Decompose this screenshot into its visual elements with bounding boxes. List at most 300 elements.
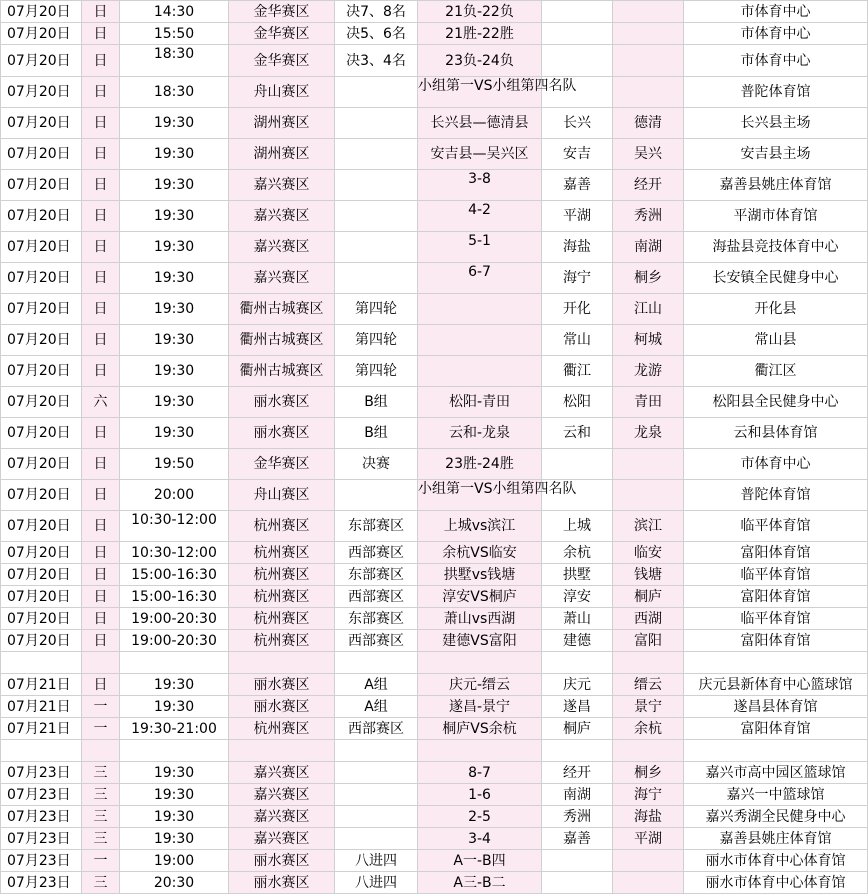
weekday-cell: 一 — [82, 696, 120, 718]
table-row — [1, 387, 868, 418]
time-cell: 18:30 — [120, 45, 229, 77]
division-cell: 丽水赛区 — [229, 872, 335, 894]
away-team-cell: 滨江 — [613, 511, 684, 542]
time-cell: 19:30 — [120, 828, 229, 850]
date-cell: 07月20日 — [1, 418, 82, 449]
matchup-cell: 1-6 — [418, 784, 542, 806]
table-row — [1, 449, 868, 480]
venue-cell: 富阳体育馆 — [684, 630, 868, 652]
date-cell: 07月20日 — [1, 263, 82, 294]
away-team-cell: 青田 — [613, 387, 684, 418]
home-team-cell: 云和 — [542, 418, 613, 449]
date-cell: 07月20日 — [1, 232, 82, 263]
date-cell: 07月20日 — [1, 564, 82, 586]
date-cell: 07月20日 — [1, 294, 82, 325]
away-team-cell — [613, 480, 684, 511]
away-team-cell: 海盐 — [613, 806, 684, 828]
time-cell: 19:30 — [120, 108, 229, 139]
away-team-cell — [613, 449, 684, 480]
round-cell — [335, 784, 418, 806]
home-team-cell: 平湖 — [542, 201, 613, 232]
away-team-cell: 钱塘 — [613, 564, 684, 586]
venue-cell: 松阳县全民健身中心 — [684, 387, 868, 418]
home-team-cell: 遂昌 — [542, 696, 613, 718]
round-cell: 决3、4名 — [335, 45, 418, 77]
date-cell: 07月20日 — [1, 23, 82, 45]
table-row — [1, 542, 868, 564]
time-cell: 19:50 — [120, 449, 229, 480]
venue-cell: 富阳体育馆 — [684, 718, 868, 740]
division-cell: 嘉兴赛区 — [229, 170, 335, 201]
table-row — [1, 718, 868, 740]
weekday-cell: 日 — [82, 630, 120, 652]
division-cell: 丽水赛区 — [229, 696, 335, 718]
date-cell: 07月20日 — [1, 356, 82, 387]
matchup-cell: 8-7 — [418, 762, 542, 784]
date-cell: 07月20日 — [1, 45, 82, 77]
time-cell: 19:30 — [120, 696, 229, 718]
matchup-cell: 萧山vs西湖 — [418, 608, 542, 630]
home-team-cell: 萧山 — [542, 608, 613, 630]
away-team-cell: 海宁 — [613, 784, 684, 806]
division-cell: 嘉兴赛区 — [229, 784, 335, 806]
matchup-cell: 小组第一VS小组第四名队 — [418, 77, 542, 108]
time-cell: 20:00 — [120, 480, 229, 511]
round-cell — [335, 740, 418, 762]
venue-cell: 富阳体育馆 — [684, 542, 868, 564]
date-cell: 07月20日 — [1, 139, 82, 170]
away-team-cell: 平湖 — [613, 828, 684, 850]
time-cell: 15:00-16:30 — [120, 586, 229, 608]
venue-cell: 安吉县主场 — [684, 139, 868, 170]
round-cell: 八进四 — [335, 850, 418, 872]
weekday-cell: 一 — [82, 850, 120, 872]
home-team-cell: 海宁 — [542, 263, 613, 294]
venue-cell: 市体育中心 — [684, 1, 868, 23]
time-cell: 19:30 — [120, 762, 229, 784]
away-team-cell: 秀洲 — [613, 201, 684, 232]
venue-cell: 平湖市体育馆 — [684, 201, 868, 232]
venue-cell: 丽水市体育中心体育馆 — [684, 872, 868, 894]
home-team-cell — [542, 23, 613, 45]
date-cell: 07月20日 — [1, 511, 82, 542]
table-row — [1, 418, 868, 449]
home-team-cell: 余杭 — [542, 542, 613, 564]
round-cell: A组 — [335, 696, 418, 718]
division-cell: 丽水赛区 — [229, 387, 335, 418]
weekday-cell: 日 — [82, 418, 120, 449]
weekday-cell: 日 — [82, 77, 120, 108]
matchup-cell: 3-4 — [418, 828, 542, 850]
round-cell: 八进四 — [335, 872, 418, 894]
home-team-cell: 开化 — [542, 294, 613, 325]
time-cell: 10:30-12:00 — [120, 511, 229, 542]
matchup-cell — [418, 325, 542, 356]
time-cell: 14:30 — [120, 1, 229, 23]
time-cell: 19:00 — [120, 850, 229, 872]
division-cell: 杭州赛区 — [229, 630, 335, 652]
division-cell: 杭州赛区 — [229, 564, 335, 586]
division-cell: 杭州赛区 — [229, 542, 335, 564]
date-cell: 07月21日 — [1, 674, 82, 696]
round-cell — [335, 139, 418, 170]
weekday-cell: 三 — [82, 828, 120, 850]
time-cell: 19:30-21:00 — [120, 718, 229, 740]
away-team-cell: 余杭 — [613, 718, 684, 740]
venue-cell: 长安镇全民健身中心 — [684, 263, 868, 294]
table-row — [1, 850, 868, 872]
venue-cell: 海盐县竞技体育中心 — [684, 232, 868, 263]
matchup-cell: 4-2 — [418, 201, 542, 232]
home-team-cell: 松阳 — [542, 387, 613, 418]
table-row — [1, 77, 868, 108]
date-cell: 07月20日 — [1, 542, 82, 564]
division-cell: 金华赛区 — [229, 23, 335, 45]
away-team-cell: 景宁 — [613, 696, 684, 718]
division-cell: 金华赛区 — [229, 45, 335, 77]
time-cell: 15:00-16:30 — [120, 564, 229, 586]
away-team-cell — [613, 1, 684, 23]
matchup-cell: 23胜-24胜 — [418, 449, 542, 480]
away-team-cell: 西湖 — [613, 608, 684, 630]
venue-cell: 衢江区 — [684, 356, 868, 387]
table-row — [1, 828, 868, 850]
time-cell: 19:30 — [120, 356, 229, 387]
home-team-cell — [542, 740, 613, 762]
table-row — [1, 784, 868, 806]
table-row — [1, 108, 868, 139]
weekday-cell: 日 — [82, 23, 120, 45]
matchup-cell: A三-B二 — [418, 872, 542, 894]
round-cell: 东部赛区 — [335, 564, 418, 586]
time-cell: 19:30 — [120, 263, 229, 294]
venue-cell: 丽水市体育中心体育馆 — [684, 850, 868, 872]
round-cell: B组 — [335, 387, 418, 418]
home-team-cell — [542, 850, 613, 872]
venue-cell — [684, 652, 868, 674]
division-cell: 金华赛区 — [229, 1, 335, 23]
round-cell: 西部赛区 — [335, 718, 418, 740]
date-cell: 07月20日 — [1, 586, 82, 608]
weekday-cell: 日 — [82, 480, 120, 511]
matchup-cell: 5-1 — [418, 232, 542, 263]
weekday-cell: 日 — [82, 586, 120, 608]
matchup-cell — [418, 294, 542, 325]
table-row — [1, 263, 868, 294]
division-cell: 丽水赛区 — [229, 418, 335, 449]
time-cell: 19:30 — [120, 294, 229, 325]
away-team-cell — [613, 652, 684, 674]
matchup-cell: 2-5 — [418, 806, 542, 828]
division-cell: 嘉兴赛区 — [229, 232, 335, 263]
venue-cell: 嘉兴秀湖全民健身中心 — [684, 806, 868, 828]
table-row — [1, 762, 868, 784]
round-cell: A组 — [335, 674, 418, 696]
table-row — [1, 608, 868, 630]
division-cell: 杭州赛区 — [229, 586, 335, 608]
venue-cell: 市体育中心 — [684, 23, 868, 45]
time-cell: 19:30 — [120, 170, 229, 201]
home-team-cell: 常山 — [542, 325, 613, 356]
home-team-cell: 建德 — [542, 630, 613, 652]
time-cell — [120, 740, 229, 762]
division-cell: 嘉兴赛区 — [229, 806, 335, 828]
division-cell: 嘉兴赛区 — [229, 201, 335, 232]
weekday-cell: 三 — [82, 872, 120, 894]
time-cell: 15:50 — [120, 23, 229, 45]
matchup-cell: 上城vs滨江 — [418, 511, 542, 542]
date-cell: 07月23日 — [1, 784, 82, 806]
home-team-cell: 经开 — [542, 762, 613, 784]
table-row — [1, 696, 868, 718]
home-team-cell: 海盐 — [542, 232, 613, 263]
home-team-cell: 安吉 — [542, 139, 613, 170]
table-row — [1, 806, 868, 828]
weekday-cell — [82, 740, 120, 762]
weekday-cell: 三 — [82, 762, 120, 784]
round-cell: 西部赛区 — [335, 586, 418, 608]
venue-cell: 嘉善县姚庄体育馆 — [684, 828, 868, 850]
weekday-cell: 日 — [82, 170, 120, 201]
table-row — [1, 201, 868, 232]
division-cell: 杭州赛区 — [229, 718, 335, 740]
matchup-cell: 23负-24负 — [418, 45, 542, 77]
matchup-cell — [418, 740, 542, 762]
division-cell: 衢州古城赛区 — [229, 356, 335, 387]
away-team-cell: 南湖 — [613, 232, 684, 263]
venue-cell — [684, 740, 868, 762]
weekday-cell: 日 — [82, 449, 120, 480]
matchup-cell: 长兴县—德清县 — [418, 108, 542, 139]
date-cell: 07月20日 — [1, 77, 82, 108]
table-row — [1, 652, 868, 674]
matchup-cell: 余杭VS临安 — [418, 542, 542, 564]
weekday-cell: 日 — [82, 232, 120, 263]
home-team-cell — [542, 1, 613, 23]
date-cell: 07月23日 — [1, 872, 82, 894]
round-cell — [335, 201, 418, 232]
table-row — [1, 139, 868, 170]
date-cell: 07月20日 — [1, 325, 82, 356]
matchup-cell — [418, 652, 542, 674]
division-cell: 嘉兴赛区 — [229, 263, 335, 294]
date-cell: 07月21日 — [1, 696, 82, 718]
away-team-cell: 桐乡 — [613, 762, 684, 784]
away-team-cell: 富阳 — [613, 630, 684, 652]
table-row — [1, 740, 868, 762]
matchup-cell: 桐庐VS余杭 — [418, 718, 542, 740]
division-cell: 杭州赛区 — [229, 511, 335, 542]
home-team-cell: 嘉善 — [542, 828, 613, 850]
date-cell: 07月20日 — [1, 480, 82, 511]
round-cell: B组 — [335, 418, 418, 449]
venue-cell: 常山县 — [684, 325, 868, 356]
table-row — [1, 325, 868, 356]
weekday-cell: 日 — [82, 356, 120, 387]
home-team-cell — [542, 652, 613, 674]
date-cell — [1, 652, 82, 674]
weekday-cell: 日 — [82, 608, 120, 630]
time-cell: 19:30 — [120, 418, 229, 449]
venue-cell: 开化县 — [684, 294, 868, 325]
weekday-cell: 日 — [82, 674, 120, 696]
division-cell: 丽水赛区 — [229, 674, 335, 696]
round-cell — [335, 232, 418, 263]
matchup-cell: 建德VS富阳 — [418, 630, 542, 652]
date-cell: 07月20日 — [1, 387, 82, 418]
division-cell: 舟山赛区 — [229, 77, 335, 108]
division-cell: 嘉兴赛区 — [229, 762, 335, 784]
date-cell: 07月20日 — [1, 449, 82, 480]
home-team-cell: 庆元 — [542, 674, 613, 696]
matchup-cell — [418, 356, 542, 387]
date-cell: 07月20日 — [1, 1, 82, 23]
table-row — [1, 630, 868, 652]
home-team-cell: 桐庐 — [542, 718, 613, 740]
home-team-cell: 秀洲 — [542, 806, 613, 828]
round-cell: 西部赛区 — [335, 542, 418, 564]
matchup-cell: 21负-22负 — [418, 1, 542, 23]
matchup-cell: 6-7 — [418, 263, 542, 294]
date-cell: 07月23日 — [1, 850, 82, 872]
round-cell: 决5、6名 — [335, 23, 418, 45]
round-cell — [335, 108, 418, 139]
matchup-cell: 云和-龙泉 — [418, 418, 542, 449]
home-team-cell: 拱墅 — [542, 564, 613, 586]
division-cell: 丽水赛区 — [229, 850, 335, 872]
date-cell: 07月20日 — [1, 108, 82, 139]
weekday-cell: 日 — [82, 325, 120, 356]
round-cell: 决赛 — [335, 449, 418, 480]
round-cell — [335, 480, 418, 511]
home-team-cell — [542, 872, 613, 894]
round-cell — [335, 263, 418, 294]
division-cell: 金华赛区 — [229, 449, 335, 480]
date-cell: 07月23日 — [1, 806, 82, 828]
away-team-cell — [613, 850, 684, 872]
away-team-cell: 吴兴 — [613, 139, 684, 170]
weekday-cell: 日 — [82, 542, 120, 564]
weekday-cell: 六 — [82, 387, 120, 418]
table-row — [1, 45, 868, 77]
matchup-cell: 安吉县—吴兴区 — [418, 139, 542, 170]
matchup-cell: 小组第一VS小组第四名队 — [418, 480, 542, 511]
division-cell: 衢州古城赛区 — [229, 294, 335, 325]
table-row — [1, 480, 868, 511]
division-cell — [229, 652, 335, 674]
away-team-cell: 龙泉 — [613, 418, 684, 449]
away-team-cell: 江山 — [613, 294, 684, 325]
home-team-cell: 衢江 — [542, 356, 613, 387]
time-cell: 19:30 — [120, 139, 229, 170]
matchup-cell: 庆元-缙云 — [418, 674, 542, 696]
home-team-cell: 长兴 — [542, 108, 613, 139]
table-row — [1, 872, 868, 894]
venue-cell: 临平体育馆 — [684, 608, 868, 630]
venue-cell: 嘉兴市高中园区篮球馆 — [684, 762, 868, 784]
time-cell: 19:30 — [120, 784, 229, 806]
weekday-cell: 日 — [82, 294, 120, 325]
division-cell: 湖州赛区 — [229, 139, 335, 170]
table-row — [1, 674, 868, 696]
division-cell: 舟山赛区 — [229, 480, 335, 511]
date-cell: 07月20日 — [1, 608, 82, 630]
round-cell — [335, 762, 418, 784]
weekday-cell: 一 — [82, 718, 120, 740]
date-cell: 07月21日 — [1, 718, 82, 740]
time-cell: 19:30 — [120, 201, 229, 232]
venue-cell: 嘉兴一中篮球馆 — [684, 784, 868, 806]
table-row — [1, 294, 868, 325]
matchup-cell: 拱墅vs钱塘 — [418, 564, 542, 586]
table-row — [1, 1, 868, 23]
round-cell — [335, 828, 418, 850]
table-row — [1, 23, 868, 45]
weekday-cell: 日 — [82, 108, 120, 139]
away-team-cell: 缙云 — [613, 674, 684, 696]
table-row — [1, 232, 868, 263]
date-cell: 07月20日 — [1, 630, 82, 652]
weekday-cell: 日 — [82, 263, 120, 294]
home-team-cell: 嘉善 — [542, 170, 613, 201]
division-cell: 杭州赛区 — [229, 608, 335, 630]
venue-cell: 普陀体育馆 — [684, 77, 868, 108]
time-cell: 20:30 — [120, 872, 229, 894]
table-row — [1, 586, 868, 608]
venue-cell: 嘉善县姚庄体育馆 — [684, 170, 868, 201]
venue-cell: 庆元县新体育中心篮球馆 — [684, 674, 868, 696]
round-cell: 东部赛区 — [335, 511, 418, 542]
weekday-cell: 三 — [82, 806, 120, 828]
round-cell: 第四轮 — [335, 294, 418, 325]
venue-cell: 市体育中心 — [684, 45, 868, 77]
matchup-cell: 3-8 — [418, 170, 542, 201]
date-cell: 07月23日 — [1, 762, 82, 784]
time-cell: 19:30 — [120, 232, 229, 263]
weekday-cell: 日 — [82, 139, 120, 170]
venue-cell: 长兴县主场 — [684, 108, 868, 139]
matchup-cell: 遂昌-景宁 — [418, 696, 542, 718]
venue-cell: 富阳体育馆 — [684, 586, 868, 608]
away-team-cell: 柯城 — [613, 325, 684, 356]
matchup-cell: 21胜-22胜 — [418, 23, 542, 45]
date-cell: 07月20日 — [1, 170, 82, 201]
away-team-cell: 龙游 — [613, 356, 684, 387]
away-team-cell: 临安 — [613, 542, 684, 564]
time-cell: 19:30 — [120, 806, 229, 828]
home-team-cell: 淳安 — [542, 586, 613, 608]
venue-cell: 市体育中心 — [684, 449, 868, 480]
weekday-cell: 日 — [82, 45, 120, 77]
venue-cell: 临平体育馆 — [684, 511, 868, 542]
division-cell — [229, 740, 335, 762]
matchup-cell: A一-B四 — [418, 850, 542, 872]
venue-cell: 云和县体育馆 — [684, 418, 868, 449]
home-team-cell — [542, 45, 613, 77]
time-cell: 19:30 — [120, 325, 229, 356]
time-cell: 10:30-12:00 — [120, 542, 229, 564]
venue-cell: 普陀体育馆 — [684, 480, 868, 511]
round-cell — [335, 77, 418, 108]
home-team-cell: 南湖 — [542, 784, 613, 806]
away-team-cell — [613, 45, 684, 77]
away-team-cell — [613, 23, 684, 45]
table-row — [1, 356, 868, 387]
away-team-cell: 桐乡 — [613, 263, 684, 294]
division-cell: 嘉兴赛区 — [229, 828, 335, 850]
table-row — [1, 170, 868, 201]
weekday-cell — [82, 652, 120, 674]
